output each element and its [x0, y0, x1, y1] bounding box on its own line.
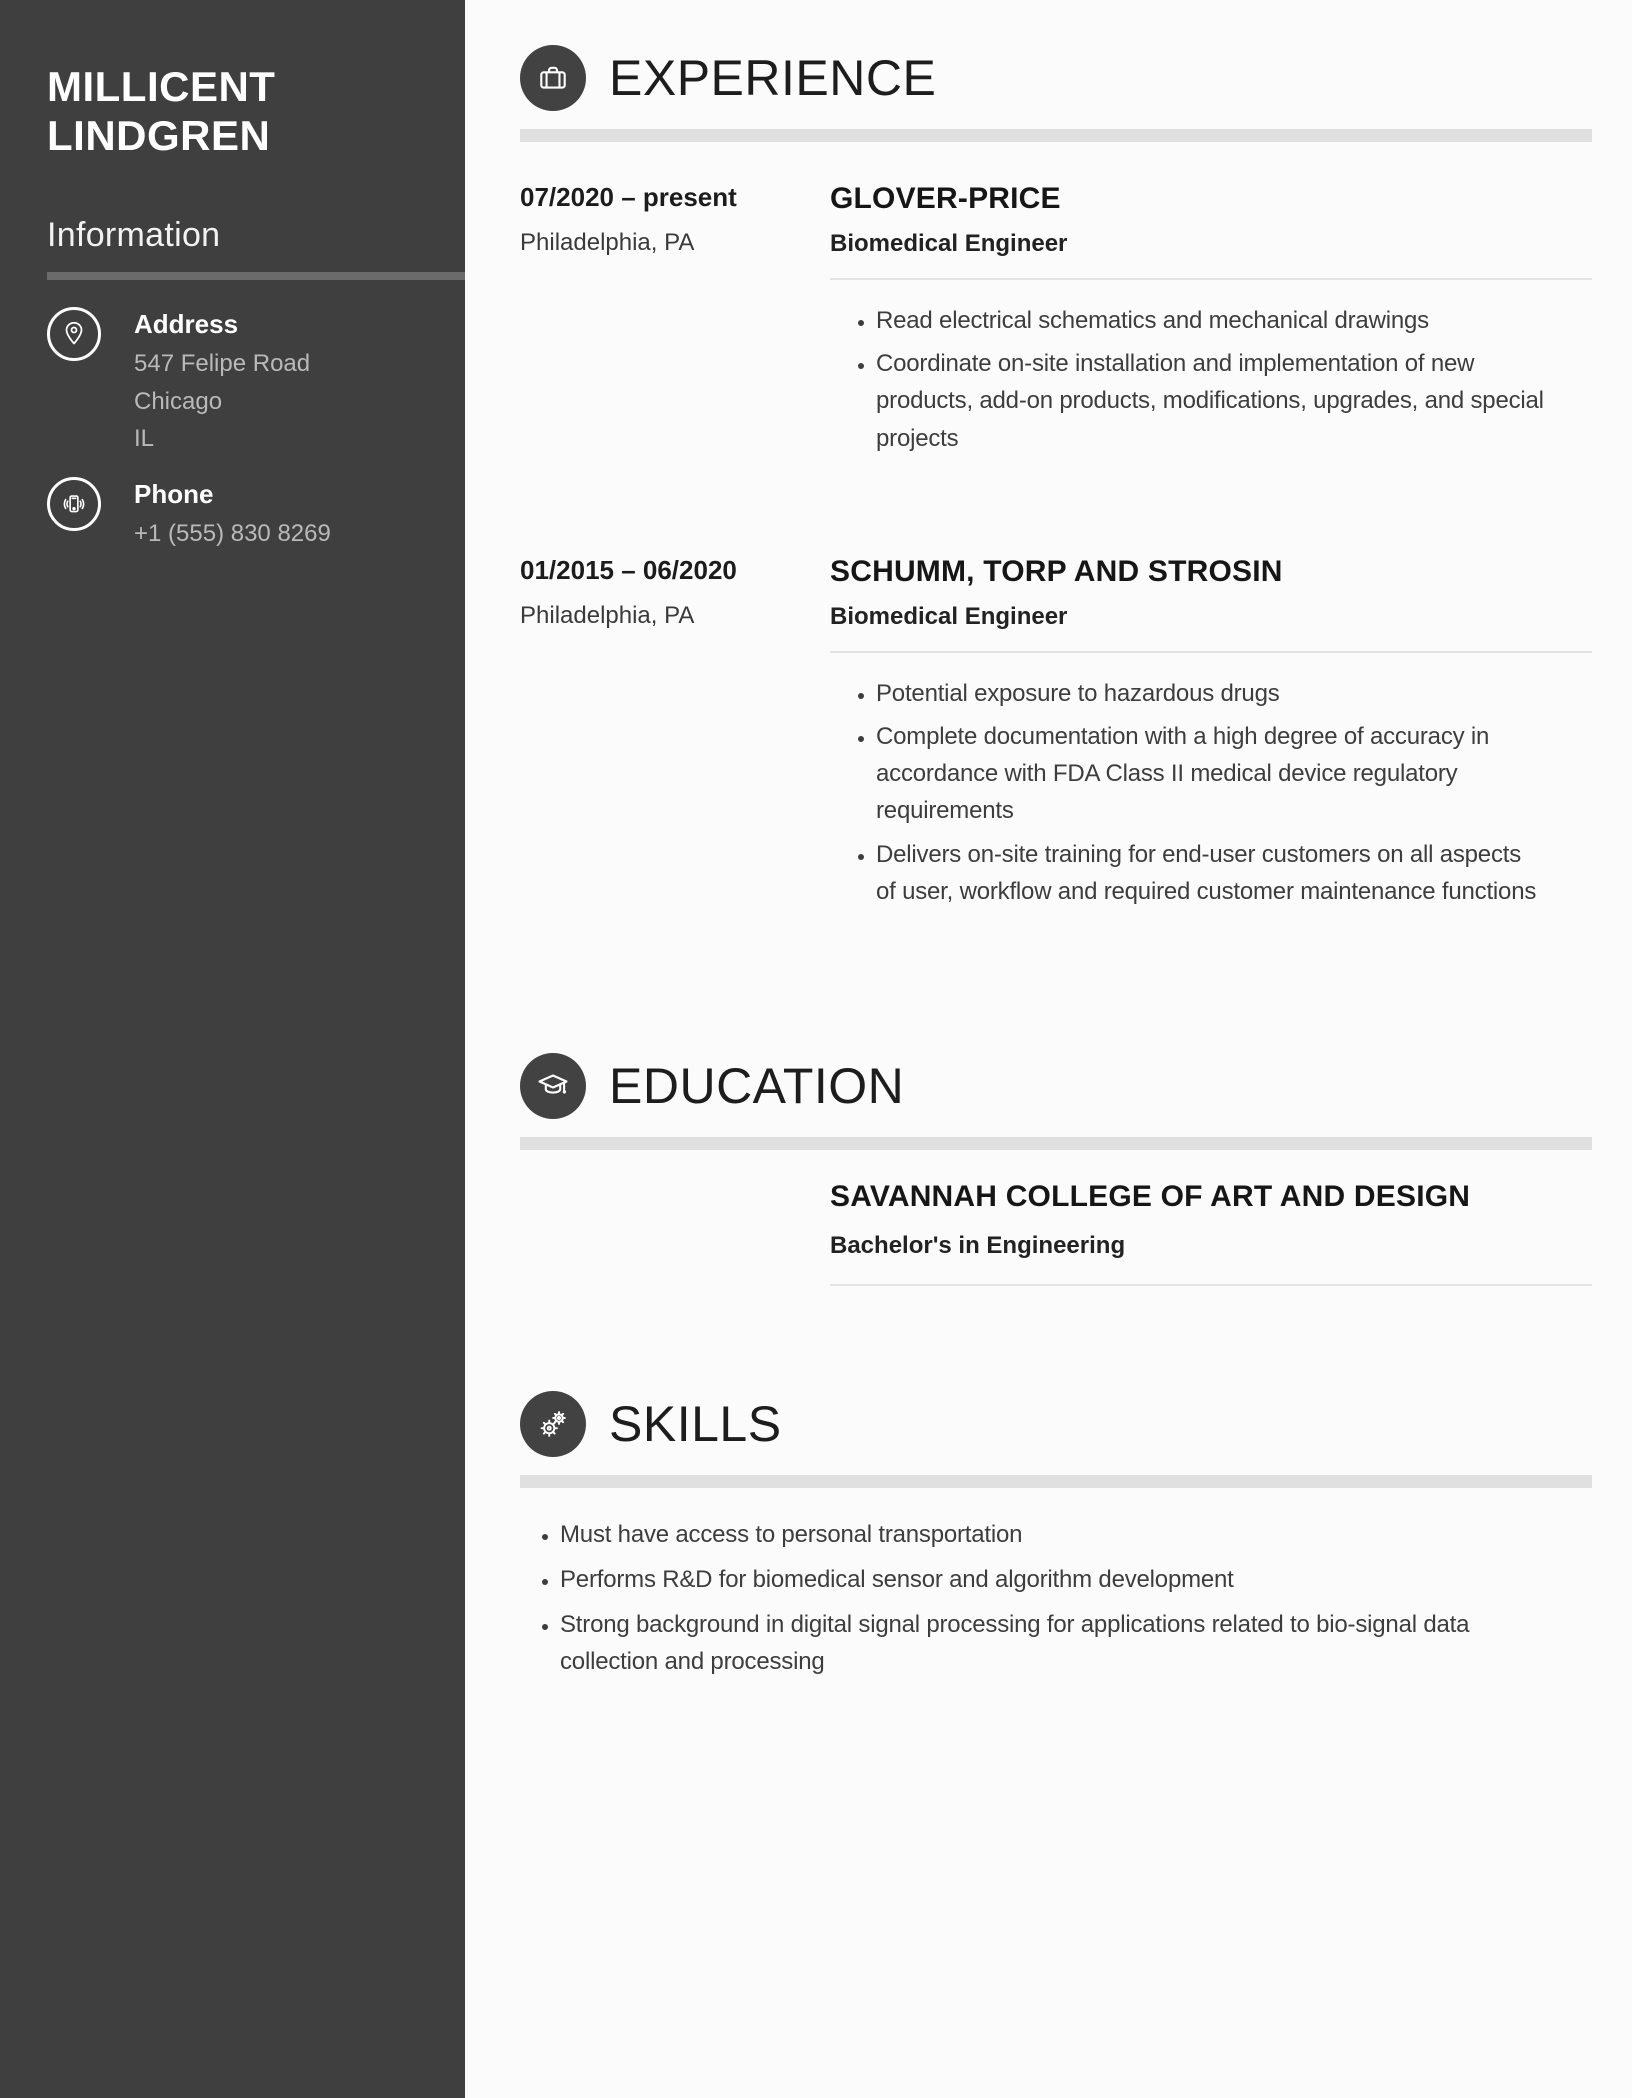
entry-location: Philadelphia, PA — [520, 601, 695, 629]
entry-date: 07/2020 – present — [520, 182, 737, 212]
address-line: Chicago — [134, 387, 223, 415]
section-bar — [520, 1137, 1592, 1150]
job-title: Biomedical Engineer — [830, 602, 1068, 630]
phone-icon — [47, 477, 101, 531]
entry-details — [830, 555, 1592, 910]
address-line: 547 Felipe Road — [134, 350, 311, 378]
gears-icon — [520, 1391, 586, 1457]
section-title-education: EDUCATION — [609, 1057, 905, 1114]
section-title-experience: EXPERIENCE — [609, 50, 937, 106]
address-text — [134, 307, 310, 457]
school-name: SAVANNAH COLLEGE OF ART AND DESIGN — [830, 1179, 1471, 1213]
skill-bullet: • Performs R&D for biomedical sensor and algorithm development — [560, 1561, 1555, 1598]
skills-section — [520, 1391, 1592, 1681]
entry-details — [830, 182, 1592, 457]
candidate-first-name: MILLICENT — [47, 63, 276, 110]
sidebar — [0, 0, 465, 2098]
job-title: Biomedical Engineer — [830, 230, 1068, 257]
entry-location: Philadelphia, PA — [520, 229, 695, 256]
entry-divider — [830, 1284, 1592, 1286]
phone-item — [47, 477, 465, 552]
skills-list — [520, 1516, 1555, 1681]
section-title-skills: SKILLS — [609, 1395, 782, 1452]
phone-number: +1 (555) 830 8269 — [134, 519, 331, 547]
sidebar-divider — [47, 272, 465, 280]
phone-label: Phone — [134, 478, 214, 509]
skill-bullet: • Must have access to personal transportation — [560, 1516, 1555, 1553]
job-bullet: • Potential exposure to hazardous drugs — [876, 675, 1546, 712]
main-content — [465, 0, 1632, 1681]
skills-header — [520, 1391, 1592, 1457]
candidate-last-name: LINDGREN — [47, 112, 271, 160]
experience-header — [520, 45, 1592, 111]
section-bar — [520, 129, 1592, 142]
experience-section — [520, 45, 1592, 910]
job-bullets — [830, 675, 1546, 910]
entry-meta — [520, 555, 830, 910]
entry-meta — [520, 182, 830, 457]
job-bullet: • Read electrical schematics and mechanical drawings — [876, 302, 1546, 339]
job-bullet: • Complete documentation with a high degree of accuracy in accordance with FDA Class II medical device regulatory requirements — [876, 718, 1546, 830]
education-section — [520, 1053, 1592, 1286]
experience-entry — [520, 182, 1592, 457]
job-bullet: • Coordinate on-site installation and implementation of new products, add-on products, modifications, upgrades, and special projects — [876, 345, 1546, 457]
entry-divider — [830, 278, 1592, 280]
entry-divider — [830, 651, 1592, 653]
graduation-cap-icon — [520, 1053, 586, 1119]
experience-entry — [520, 555, 1592, 910]
education-entry — [830, 1180, 1592, 1286]
company-name: SCHUMM, TORP AND STROSIN — [830, 554, 1283, 588]
address-line: IL — [134, 425, 155, 453]
skill-bullet: • Strong background in digital signal processing for applications related to bio-signal data collection and processing — [560, 1606, 1555, 1680]
section-bar — [520, 1475, 1592, 1488]
company-name: GLOVER-PRICE — [830, 182, 1061, 215]
sidebar-section-title: Information — [47, 216, 221, 255]
job-bullet: • Delivers on-site training for end-user customers on all aspects of user, workflow and required customer maintenance functions — [876, 836, 1546, 910]
degree-name: Bachelor's in Engineering — [830, 1231, 1126, 1259]
job-bullets — [830, 302, 1546, 457]
address-item — [47, 307, 465, 457]
location-pin-icon — [47, 307, 101, 361]
briefcase-icon — [520, 45, 586, 111]
candidate-name — [47, 62, 465, 160]
entry-date: 01/2015 – 06/2020 — [520, 554, 737, 585]
phone-text — [134, 477, 331, 552]
education-header — [520, 1053, 1592, 1119]
address-label: Address — [134, 309, 239, 340]
